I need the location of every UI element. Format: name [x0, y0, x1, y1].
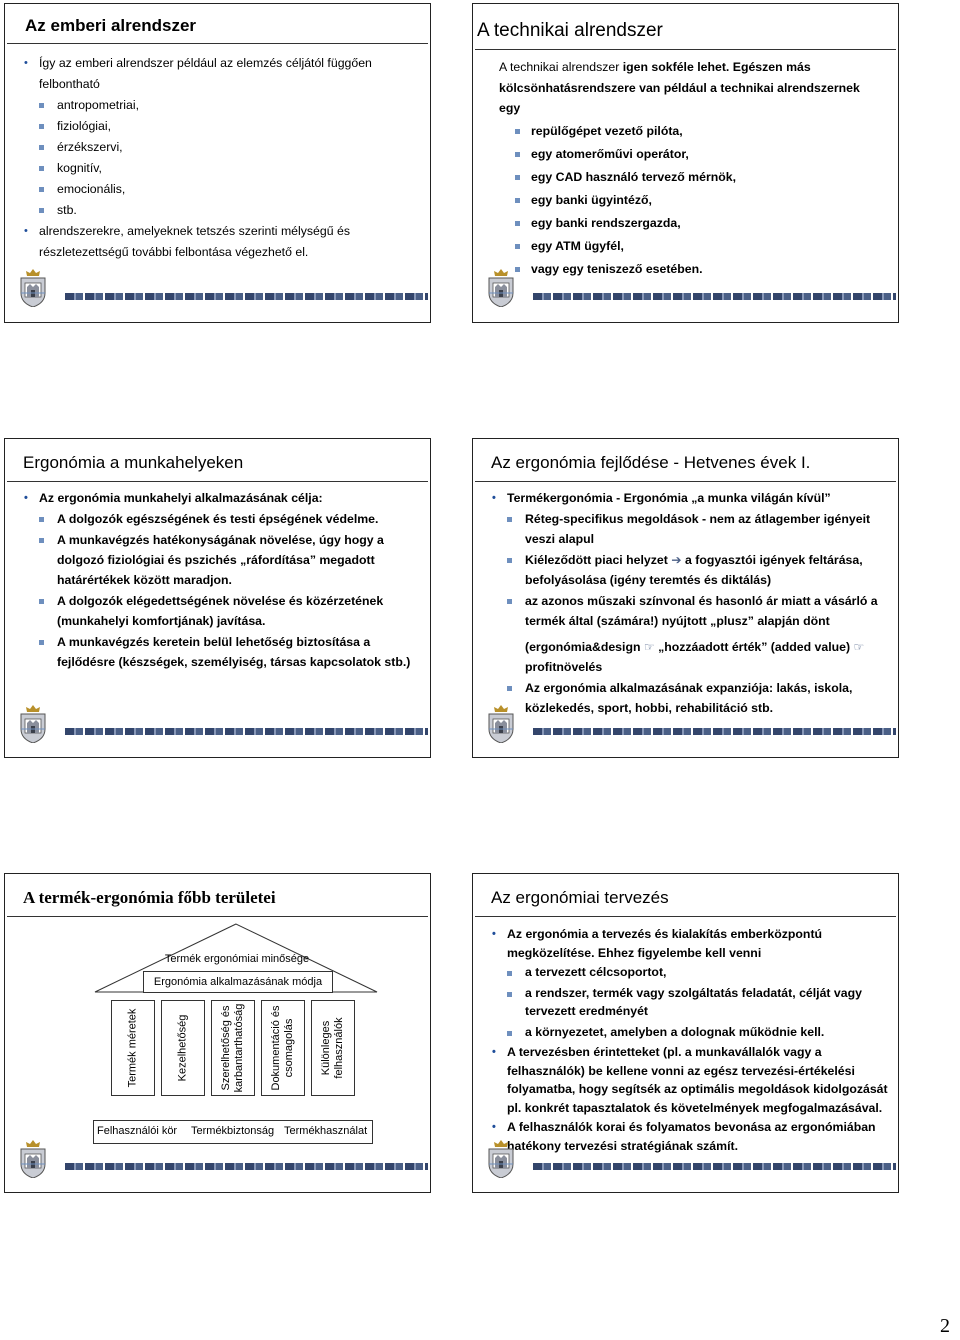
- sub-bullet: [23, 632, 423, 672]
- line-text-a: (ergonómia&design: [525, 640, 644, 654]
- sub-bullet-text: egy CAD használó tervező mérnök,: [531, 169, 737, 184]
- base-label: Termékbiztonság: [191, 1125, 275, 1137]
- slide-body: [491, 925, 893, 1155]
- sub-bullet-text: egy banki rendszergazda,: [531, 215, 681, 230]
- slide-body: [23, 488, 423, 672]
- pillar: [211, 1000, 255, 1096]
- sub-bullet-text: a rendszer, termék vagy szolgáltatás feladatát, célját vagy tervezett eredményét: [525, 985, 862, 1018]
- university-crest-icon: [485, 267, 517, 307]
- title-rule: [475, 916, 896, 917]
- sub-bullet-text: vagy egy teniszező esetében.: [531, 261, 703, 276]
- pillar-text: Termék méretek: [126, 1008, 139, 1088]
- slide-product-ergonomics-areas: [4, 873, 431, 1193]
- roof-label-text: Ergonómia alkalmazásának módja: [153, 976, 323, 988]
- sub-bullet: [23, 137, 423, 158]
- pillar: [161, 1000, 205, 1096]
- footer-bar: [533, 1163, 896, 1170]
- pillar-text: Különleges felhasználók: [320, 1017, 345, 1079]
- sub-bullet: [499, 167, 879, 188]
- slide-workplace-ergonomics: [4, 438, 431, 758]
- sub-bullet: [491, 678, 893, 718]
- sub-bullet-text: érzékszervi,: [57, 140, 123, 154]
- sub-bullet-text: antropometriai,: [57, 98, 140, 112]
- university-crest-icon: [17, 267, 49, 307]
- footer-bar: [65, 1163, 428, 1170]
- continuation-line: [491, 637, 893, 677]
- slide-title: A termék-ergonómia főbb területei: [23, 888, 276, 907]
- sub-bullet: [23, 95, 423, 116]
- sub-bullet-text: az azonos műszaki színvonal és hasonló ár miatt a vásárló a termék által (számára!) nyújtott „plusz” alapján dönt: [525, 594, 878, 628]
- bullet-text: A tervezésben érintetteket (pl. a munkavállalók vagy a felhasználók) be kellene vonni az egész tervezési-értékelési folyamatba, hogy segítsék az optimális megoldások kidolgozását pl. konkrét tapasztalatok és követelmények megfogalmazásával.: [507, 1045, 888, 1115]
- footer-bar: [533, 728, 896, 735]
- sub-bullet: [23, 591, 423, 631]
- title-rule: [7, 916, 428, 917]
- sub-bullet: [499, 259, 879, 280]
- university-crest-icon: [17, 1138, 49, 1178]
- sub-bullet: [491, 591, 893, 631]
- footer-bar: [65, 293, 428, 300]
- bullet-text: Termékergonómia - Ergonómia „a munka világán kívül”: [507, 491, 831, 505]
- bullet: [23, 53, 423, 95]
- slide-title: Ergonómia a munkahelyeken: [23, 453, 244, 472]
- sub-bullet: [499, 236, 879, 257]
- university-crest-icon: [485, 703, 517, 743]
- sub-bullet-text: a tervezett célcsoportot,: [525, 965, 667, 979]
- bullet-text: Az ergonómia munkahelyi alkalmazásának célja:: [39, 491, 323, 505]
- sub-bullet: [491, 1023, 893, 1042]
- sub-bullet: [23, 530, 423, 590]
- sub-bullet-text: A dolgozók elégedettségének növelése és közérzetének (munkahelyi komfortjának) javítása.: [57, 594, 384, 628]
- footer-bar: [533, 293, 896, 300]
- slide-body: [499, 57, 879, 279]
- sub-bullet-text-a: Kiéleződött piaci helyzet: [525, 553, 672, 567]
- sub-bullet-text: egy banki ügyintéző,: [531, 192, 652, 207]
- sub-bullet-text: kognitív,: [57, 161, 102, 175]
- bullet: [23, 221, 423, 263]
- sub-bullet-text: emocionális,: [57, 182, 126, 196]
- bullet-text: Az ergonómia a tervezés és kialakítás emberközpontú megközelítése. Ehhez figyelembe kell venni: [507, 927, 823, 960]
- roof-label-text: Termék ergonómiai minősége: [164, 953, 310, 965]
- sub-bullet: [491, 550, 893, 590]
- sub-bullet: [491, 963, 893, 982]
- pillar: [261, 1000, 305, 1096]
- base-label: Termékhasználat: [284, 1125, 368, 1137]
- slide-ergonomic-design: [472, 873, 899, 1193]
- pillar-text: Dokumentáció és csomagolás: [270, 1005, 295, 1091]
- slide-title: Az ergonómiai tervezés: [491, 888, 669, 907]
- title-rule: [7, 43, 428, 44]
- slide-title: A technikai alrendszer: [477, 20, 663, 41]
- bullet: [491, 925, 893, 962]
- title-rule: [475, 481, 896, 482]
- sub-bullet: [491, 984, 893, 1021]
- base-label: Felhasználói kör: [97, 1125, 178, 1137]
- sub-bullet-text: Az ergonómia alkalmazásának expanziója: lakás, iskola, közlekedés, sport, hobbi, rehabilitáció stb.: [525, 681, 853, 715]
- sub-bullet: [499, 144, 879, 165]
- slide-ergonomics-seventies: [472, 438, 899, 758]
- university-crest-icon: [17, 703, 49, 743]
- sub-bullet: [499, 213, 879, 234]
- sub-bullet: [499, 121, 879, 142]
- bullet-text: A felhasználók korai és folyamatos bevonása az ergonómiában hatékony tervezési stratégiának számít.: [507, 1120, 876, 1153]
- sub-bullet-text: A dolgozók egészségének és testi épségének védelme.: [57, 512, 379, 526]
- bullet-text: alrendszerekre, amelyeknek tetszés szerinti mélységű és részletezettségű további felbontása végezhető el.: [39, 224, 350, 259]
- slide-title: Az emberi alrendszer: [25, 16, 197, 35]
- bullet: [491, 1043, 893, 1117]
- sub-bullet-text: egy atomerőművi operátor,: [531, 146, 689, 161]
- bullet: [23, 488, 423, 508]
- intro-paragraph: [499, 57, 879, 119]
- title-rule: [7, 481, 428, 482]
- bullet: [491, 488, 893, 508]
- bullet-text: Így az emberi alrendszer például az elemzés céljától függően felbontható: [39, 56, 372, 91]
- slide-technical-subsystem: [472, 3, 899, 323]
- sub-bullet: [23, 179, 423, 200]
- sub-bullet-text: A munkavégzés keretein belül lehetőség biztosítása a fejlődésre (készségek, személyiség, társas kapcsolatok stb.): [57, 635, 411, 669]
- sub-bullet: [23, 116, 423, 137]
- pillar-text: Kezelhetőség: [176, 1014, 189, 1082]
- slide-body: [491, 488, 893, 718]
- intro-bold: igen sokféle lehet. Egészen más kölcsönhatásrendszere van például a technikai alrendszernek egy: [499, 60, 860, 115]
- sub-bullet: [23, 509, 423, 529]
- page-number: 2: [940, 1315, 950, 1337]
- sub-bullet: [491, 509, 893, 549]
- sub-bullet-text: a környezetet, amelyben a dolognak működnie kell.: [525, 1024, 825, 1039]
- line-text-b: „hozzáadott érték” (added value): [654, 640, 854, 654]
- sub-bullet: [23, 158, 423, 179]
- footer-bar: [65, 728, 428, 735]
- pillar: [311, 1000, 355, 1096]
- roof-label-method: [143, 971, 333, 993]
- sub-bullet-text: egy ATM ügyfél,: [531, 238, 624, 253]
- sub-bullet: [499, 190, 879, 211]
- pillar-text: Szerelhetőség és karbantarthatóság: [220, 1003, 245, 1093]
- title-rule: [475, 49, 896, 50]
- sub-bullet-text: stb.: [57, 203, 77, 217]
- university-crest-icon: [485, 1138, 517, 1178]
- line-text-c: profitnövelés: [525, 660, 603, 674]
- sub-bullet-text: Réteg-specifikus megoldások - nem az átlagember igényeit veszi alapul: [525, 512, 871, 546]
- pillar: [111, 1000, 155, 1096]
- slide-human-subsystem: [4, 3, 431, 323]
- sub-bullet-text-b: a fogyasztói igények feltárása, befolyásolása (igény teremtés és diktálás): [525, 553, 863, 587]
- pointing-hand-icon: ☞: [643, 640, 655, 654]
- sub-bullet-text: fiziológiai,: [57, 119, 111, 133]
- arrow-icon: ➔: [671, 553, 682, 567]
- slide-body: [23, 53, 423, 263]
- bullet: [491, 1118, 893, 1155]
- roof-label-quality: [145, 949, 329, 969]
- sub-bullet-text: A munkavégzés hatékonyságának növelése, úgy hogy a dolgozó fiziológiai és pszichés „ráfordítása” megadott határértékek között maradjon.: [57, 533, 384, 587]
- intro-normal: A technikai alrendszer: [499, 60, 623, 74]
- sub-bullet: [23, 200, 423, 221]
- pointing-hand-icon: ☞: [853, 640, 865, 654]
- sub-bullet-text: repülőgépet vezető pilóta,: [531, 123, 683, 138]
- slide-title: Az ergonómia fejlődése - Hetvenes évek I.: [491, 453, 811, 472]
